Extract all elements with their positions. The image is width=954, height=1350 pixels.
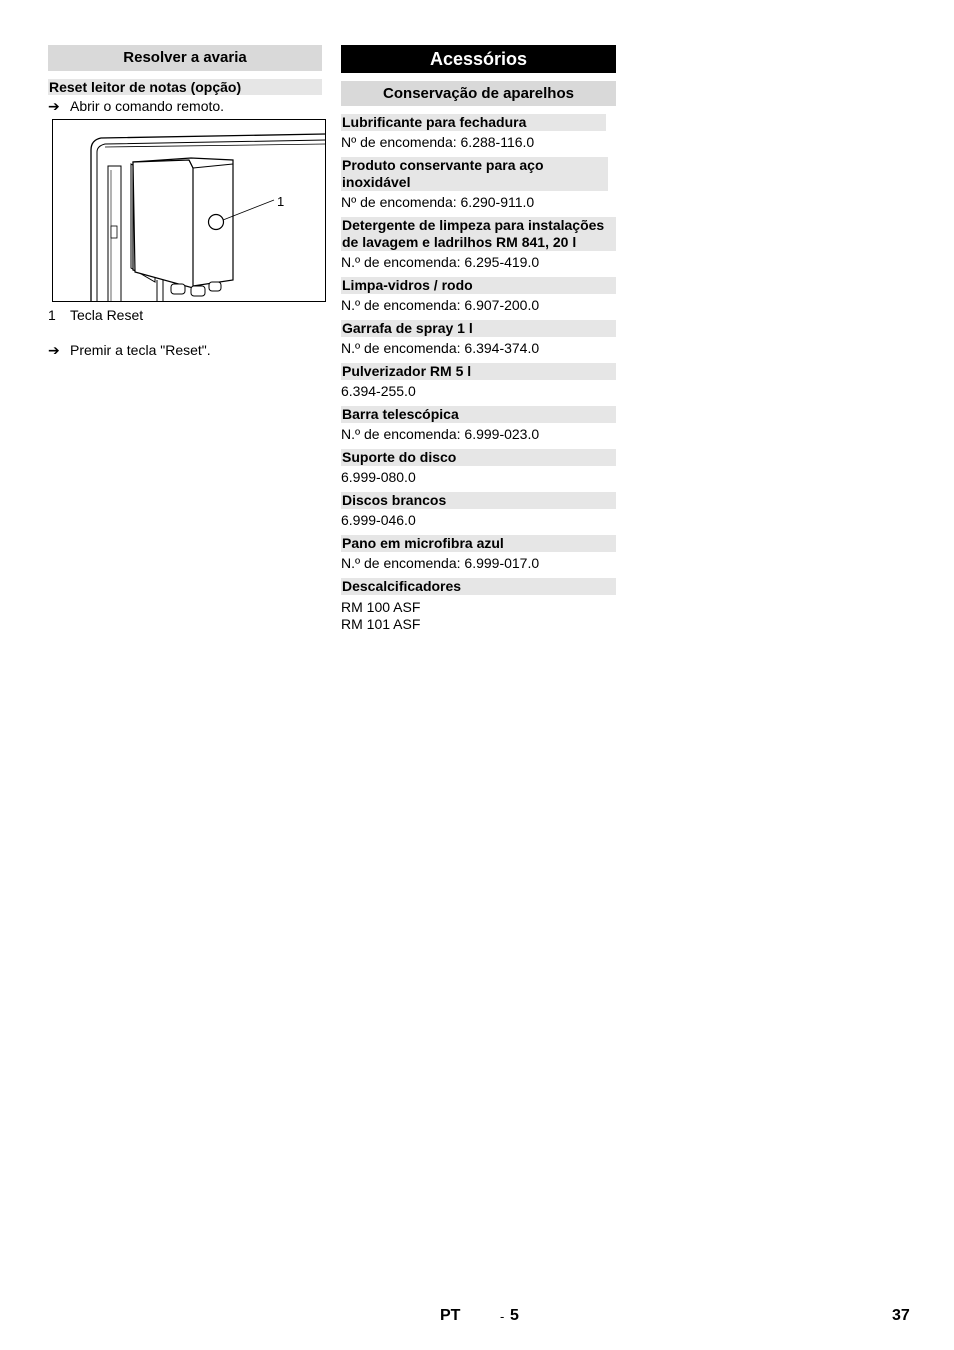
accessory-order-number: N.º de encomenda: 6.295-419.0 xyxy=(341,254,540,270)
accessory-name: Limpa-vidros / rodo xyxy=(341,277,616,294)
accessory-item xyxy=(341,492,616,529)
accessory-item xyxy=(341,217,616,271)
remote-control-drawing xyxy=(53,120,326,302)
accessory-order-number: RM 101 ASF xyxy=(341,616,421,632)
accessory-item xyxy=(341,449,616,486)
accessory-item xyxy=(341,406,616,443)
section-title-troubleshooting: Resolver a avaria xyxy=(48,45,322,71)
accessory-name: Pano em microfibra azul xyxy=(341,535,616,552)
accessory-name: Descalcificadores xyxy=(341,578,616,595)
step-open-remote xyxy=(48,97,322,115)
accessory-name: Lubrificante para fechadura xyxy=(341,114,606,131)
footer-language: PT xyxy=(440,1307,461,1324)
reset-button-illustration xyxy=(52,119,326,302)
figure-legend xyxy=(48,306,322,324)
accessory-name: Produto conservante para aço inoxidável xyxy=(341,157,608,191)
accessory-name: Discos brancos xyxy=(341,492,616,509)
accessory-order-number: N.º de encomenda: 6.394-374.0 xyxy=(341,340,540,356)
accessory-item xyxy=(341,578,616,633)
accessory-name: Pulverizador RM 5 l xyxy=(341,363,616,380)
accessory-order-number: Nº de encomenda: 6.290-911.0 xyxy=(341,194,535,210)
accessory-item xyxy=(341,363,616,400)
accessory-order-number: N.º de encomenda: 6.999-023.0 xyxy=(341,426,540,442)
accessory-item xyxy=(341,320,616,357)
footer-section-number: 5 xyxy=(510,1307,519,1324)
accessory-item xyxy=(341,157,616,211)
legend-label: Tecla Reset xyxy=(70,307,144,323)
accessory-order-number: 6.394-255.0 xyxy=(341,383,416,399)
accessory-order-number: N.º de encomenda: 6.999-017.0 xyxy=(341,555,540,571)
legend-number: 1 xyxy=(48,307,56,323)
callout-label: 1 xyxy=(277,194,285,209)
step-press-reset xyxy=(48,341,322,359)
accessory-item xyxy=(341,114,616,151)
left-column xyxy=(48,45,322,359)
accessory-name: Barra telescópica xyxy=(341,406,616,423)
subsection-title-reset: Reset leitor de notas (opção) xyxy=(48,79,322,95)
accessory-order-number: Nº de encomenda: 6.288-116.0 xyxy=(341,134,535,150)
accessory-order-number: RM 100 ASF xyxy=(341,599,421,615)
arrow-right-icon: ➔ xyxy=(48,342,60,358)
page-number: 37 xyxy=(892,1307,910,1324)
accessory-item xyxy=(341,535,616,572)
accessory-order-number: N.º de encomenda: 6.907-200.0 xyxy=(341,297,540,313)
accessory-name: Detergente de limpeza para instalações de lavagem e ladrilhos RM 841, 20 l xyxy=(341,217,616,251)
maintenance-subtitle: Conservação de aparelhos xyxy=(341,81,616,106)
accessory-item xyxy=(341,277,616,314)
accessories-title: Acessórios xyxy=(341,45,616,73)
step-text: Premir a tecla "Reset". xyxy=(70,342,211,358)
accessory-name: Garrafa de spray 1 l xyxy=(341,320,616,337)
footer-dash: - xyxy=(500,1309,505,1324)
accessory-order-number: 6.999-046.0 xyxy=(341,512,416,528)
right-column xyxy=(341,45,616,633)
accessory-name: Suporte do disco xyxy=(341,449,616,466)
arrow-right-icon: ➔ xyxy=(48,98,60,114)
accessory-order-number: 6.999-080.0 xyxy=(341,469,416,485)
step-text: Abrir o comando remoto. xyxy=(70,98,225,114)
